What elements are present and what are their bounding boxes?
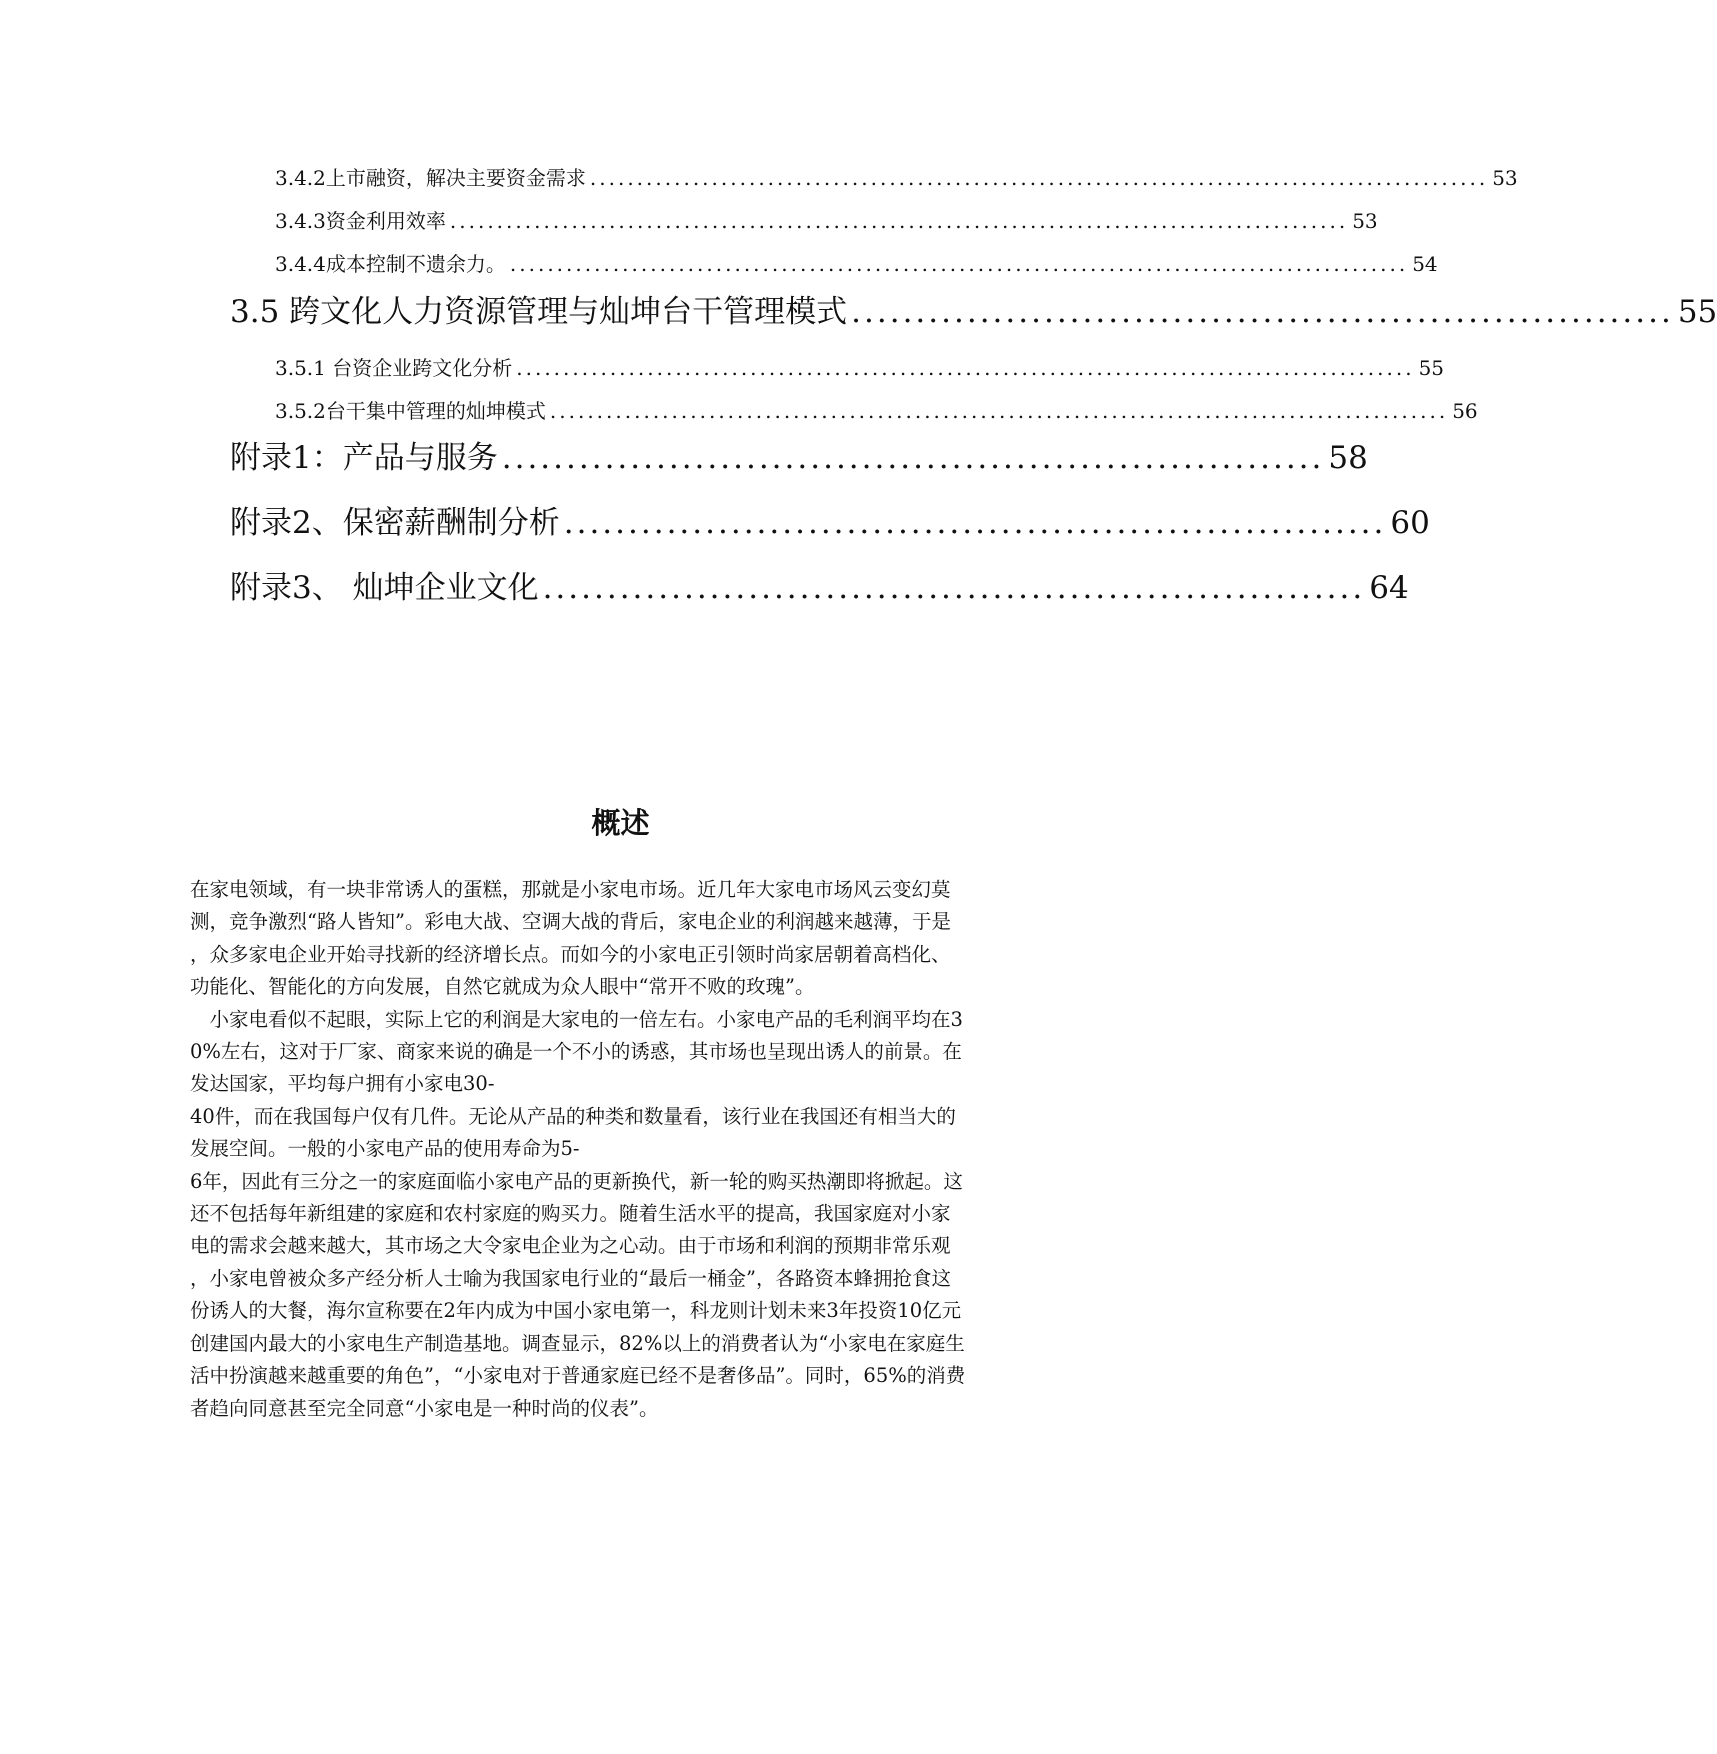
toc-entry-page: 55	[1418, 356, 1445, 380]
body-line: 电的需求会越来越大，其市场之大令家电企业为之心动。由于市场和利润的预期非常乐观	[190, 1234, 951, 1258]
body-line: 发展空间。一般的小家电产品的使用寿命为5-	[190, 1137, 580, 1161]
toc-leader-dots: ................................................................................................	[549, 399, 1449, 423]
toc-leader-dots: ................................................................................................	[509, 252, 1409, 276]
toc-entry[interactable]	[230, 432, 1368, 477]
toc-entry[interactable]	[275, 162, 1518, 191]
toc-entry-page: 55	[1677, 294, 1717, 330]
body-line: 在家电领域，有一块非常诱人的蛋糕，那就是小家电市场。近几年大家电市场风云变幻莫	[190, 878, 951, 901]
toc-entry-label: 3.5 跨文化人力资源管理与灿坤台干管理模式	[230, 294, 848, 330]
toc-entry-label: 3.4.2上市融资，解决主要资金需求	[275, 166, 586, 190]
body-line: 份诱人的大餐，海尔宣称要在2年内成为中国小家电第一，科龙则计划未来3年投资10亿元	[190, 1299, 962, 1323]
toc-entry-label: 附录3、 灿坤企业文化	[230, 570, 539, 606]
toc-entry-label: 3.4.3资金利用效率	[275, 209, 446, 233]
toc-entry[interactable]	[275, 352, 1445, 381]
overview-body	[190, 874, 1052, 1425]
toc-entry[interactable]	[230, 497, 1430, 542]
toc-entry-label: 3.4.4成本控制不遗余力。	[275, 252, 506, 276]
toc-entry[interactable]	[230, 562, 1409, 607]
overview-heading: 概述	[591, 806, 650, 841]
toc-leader-dots: ................................................................	[851, 294, 1674, 330]
toc-entry[interactable]	[230, 286, 1717, 331]
toc-leader-dots: ................................................................................................	[449, 209, 1349, 233]
body-line: 40件，而在我国每户仅有几件。无论从产品的种类和数量看，该行业在我国还有相当大的	[190, 1104, 956, 1128]
toc-entry[interactable]	[275, 248, 1438, 277]
body-line: 活中扮演越来越重要的角色”，“小家电对于普通家庭已经不是奢侈品”。同时，65%的消费	[190, 1364, 966, 1388]
body-line: 小家电看似不起眼，实际上它的利润是大家电的一倍左右。小家电产品的毛利润平均在3	[190, 1007, 963, 1031]
body-line: 6年，因此有三分之一的家庭面临小家电产品的更新换代，新一轮的购买热潮即将掀起。这	[190, 1169, 963, 1193]
body-line: 创建国内最大的小家电生产制造基地。调查显示，82%以上的消费者认为“小家电在家庭生	[190, 1331, 965, 1355]
toc-entry-label: 附录1：产品与服务	[230, 440, 498, 476]
toc-entry-label: 3.5.1 台资企业跨文化分析	[275, 356, 513, 380]
toc-entry-page: 54	[1412, 252, 1438, 276]
toc-entry[interactable]	[275, 205, 1378, 234]
toc-leader-dots: ................................................................................................	[516, 356, 1415, 380]
toc-leader-dots: ................................................................................................	[589, 166, 1489, 190]
toc-entry-label: 3.5.2台干集中管理的灿坤模式	[275, 399, 546, 423]
body-line: 测，竞争激烈“路人皆知”。彩电大战、空调大战的背后，家电企业的利润越来越薄，于是	[190, 910, 951, 934]
toc-leader-dots: ................................................................	[563, 505, 1387, 541]
toc-entry[interactable]	[275, 395, 1478, 424]
toc-entry-page: 53	[1352, 209, 1378, 233]
toc-entry-page: 53	[1492, 166, 1518, 190]
toc-entry-page: 56	[1452, 399, 1478, 423]
toc-entry-label: 附录2、保密薪酬制分析	[230, 505, 560, 541]
toc-leader-dots: ................................................................	[542, 570, 1366, 606]
body-line: 0%左右，这对于厂家、商家来说的确是一个不小的诱惑，其市场也呈现出诱人的前景。在	[190, 1040, 962, 1064]
body-line: ，众多家电企业开始寻找新的经济增长点。而如今的小家电正引领时尚家居朝着高档化、	[190, 942, 951, 966]
toc-leader-dots: ................................................................	[501, 440, 1325, 476]
body-line: 发达国家，平均每户拥有小家电30-	[190, 1072, 495, 1096]
body-line: 者趋向同意甚至完全同意“小家电是一种时尚的仪表”。	[190, 1396, 659, 1420]
toc-entry-page: 60	[1390, 505, 1430, 541]
body-line: 功能化、智能化的方向发展，自然它就成为众人眼中“常开不败的玫瑰”。	[190, 975, 815, 999]
toc-entry-page: 64	[1369, 570, 1409, 606]
body-line: 还不包括每年新组建的家庭和农村家庭的购买力。随着生活水平的提高，我国家庭对小家	[190, 1202, 951, 1226]
body-line: ，小家电曾被众多产经分析人士喻为我国家电行业的“最后一桶金”，各路资本蜂拥抢食这	[190, 1266, 951, 1290]
toc-entry-page: 58	[1328, 440, 1368, 476]
